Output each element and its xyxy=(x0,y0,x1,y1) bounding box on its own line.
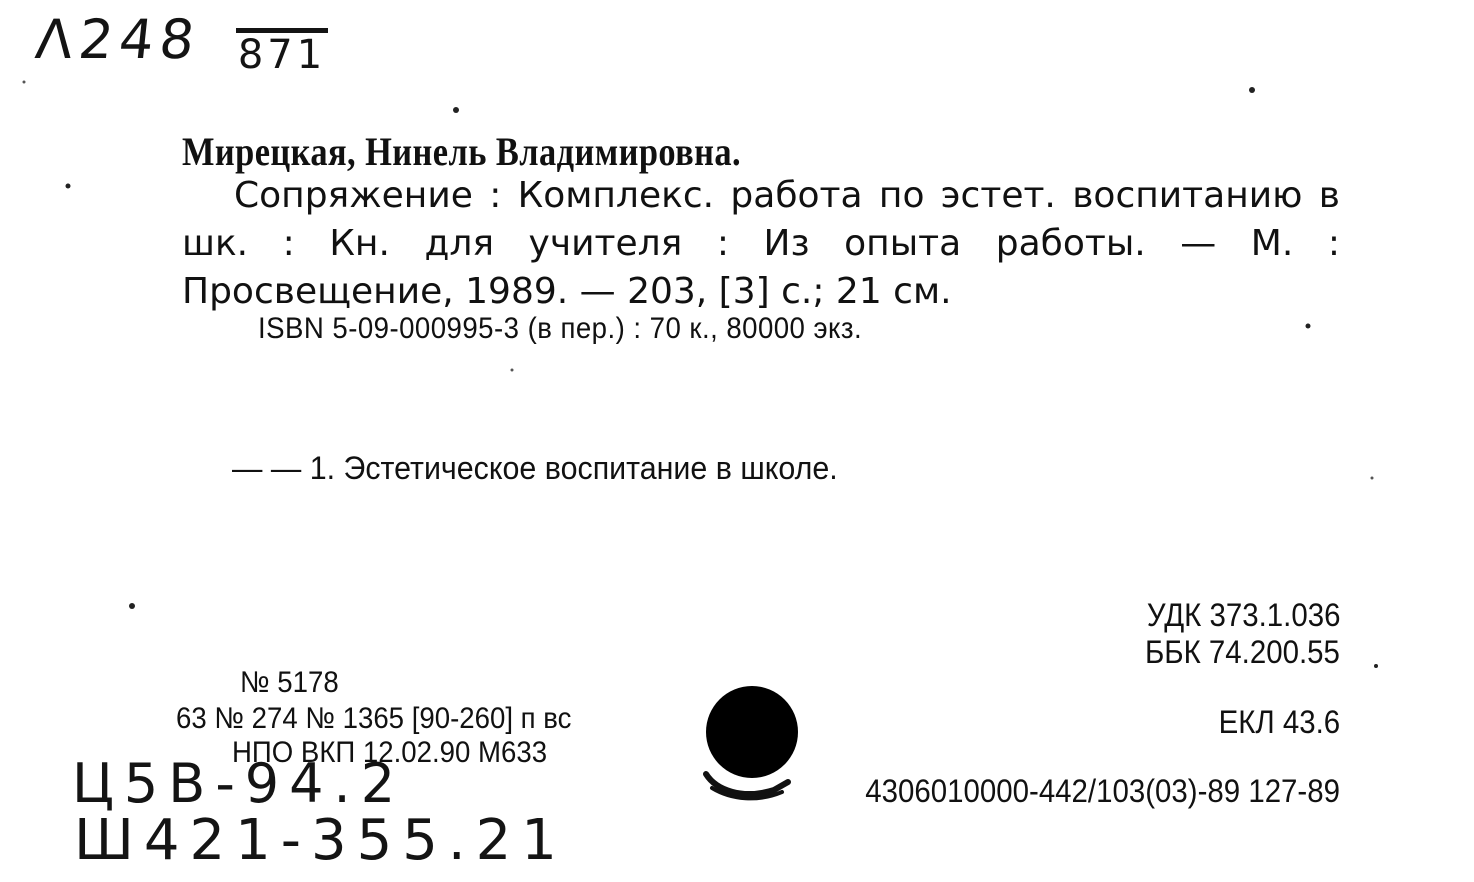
udk-code: УДК 373.1.036 xyxy=(1146,597,1340,633)
ekl-code: ЕКЛ 43.6 xyxy=(1218,704,1340,740)
subject-heading: — — 1. Эстетическое воспитание в школе. xyxy=(232,450,838,486)
ink-smudge-icon xyxy=(702,766,792,806)
handwritten-shelf-code: Λ248 xyxy=(32,8,204,71)
handwritten-code-line-1: Ц5B-94.2 xyxy=(72,752,406,815)
card-number: № 5178 xyxy=(240,666,339,699)
handwritten-code-line-2: Ш421-355.21 xyxy=(74,808,567,873)
punch-hole xyxy=(706,686,798,778)
order-line: 63 № 274 № 1365 [90-260] п вс xyxy=(176,702,572,735)
bibliographic-description: Сопряжение : Комплекс. работа по эстет. воспитанию в шк. : Кн. для учителя : Из опыта работы. — М. : Просвещение, 1989. — 203, [3] с.; 21 см. xyxy=(182,175,1340,312)
isbn-line: ISBN 5-09-000995-3 (в пер.) : 70 к., 80000 экз. xyxy=(258,312,863,345)
printer-line: НПО ВКП 12.02.90 М633 xyxy=(232,736,548,769)
classification-code-line: 4306010000-442/103(03)-89 127-89 xyxy=(865,773,1340,809)
author-heading: Мирецкая, Нинель Владимировна. xyxy=(182,129,742,174)
bbk-code: ББК 74.200.55 xyxy=(1145,634,1340,670)
handwritten-fraction: 871 xyxy=(236,28,328,75)
